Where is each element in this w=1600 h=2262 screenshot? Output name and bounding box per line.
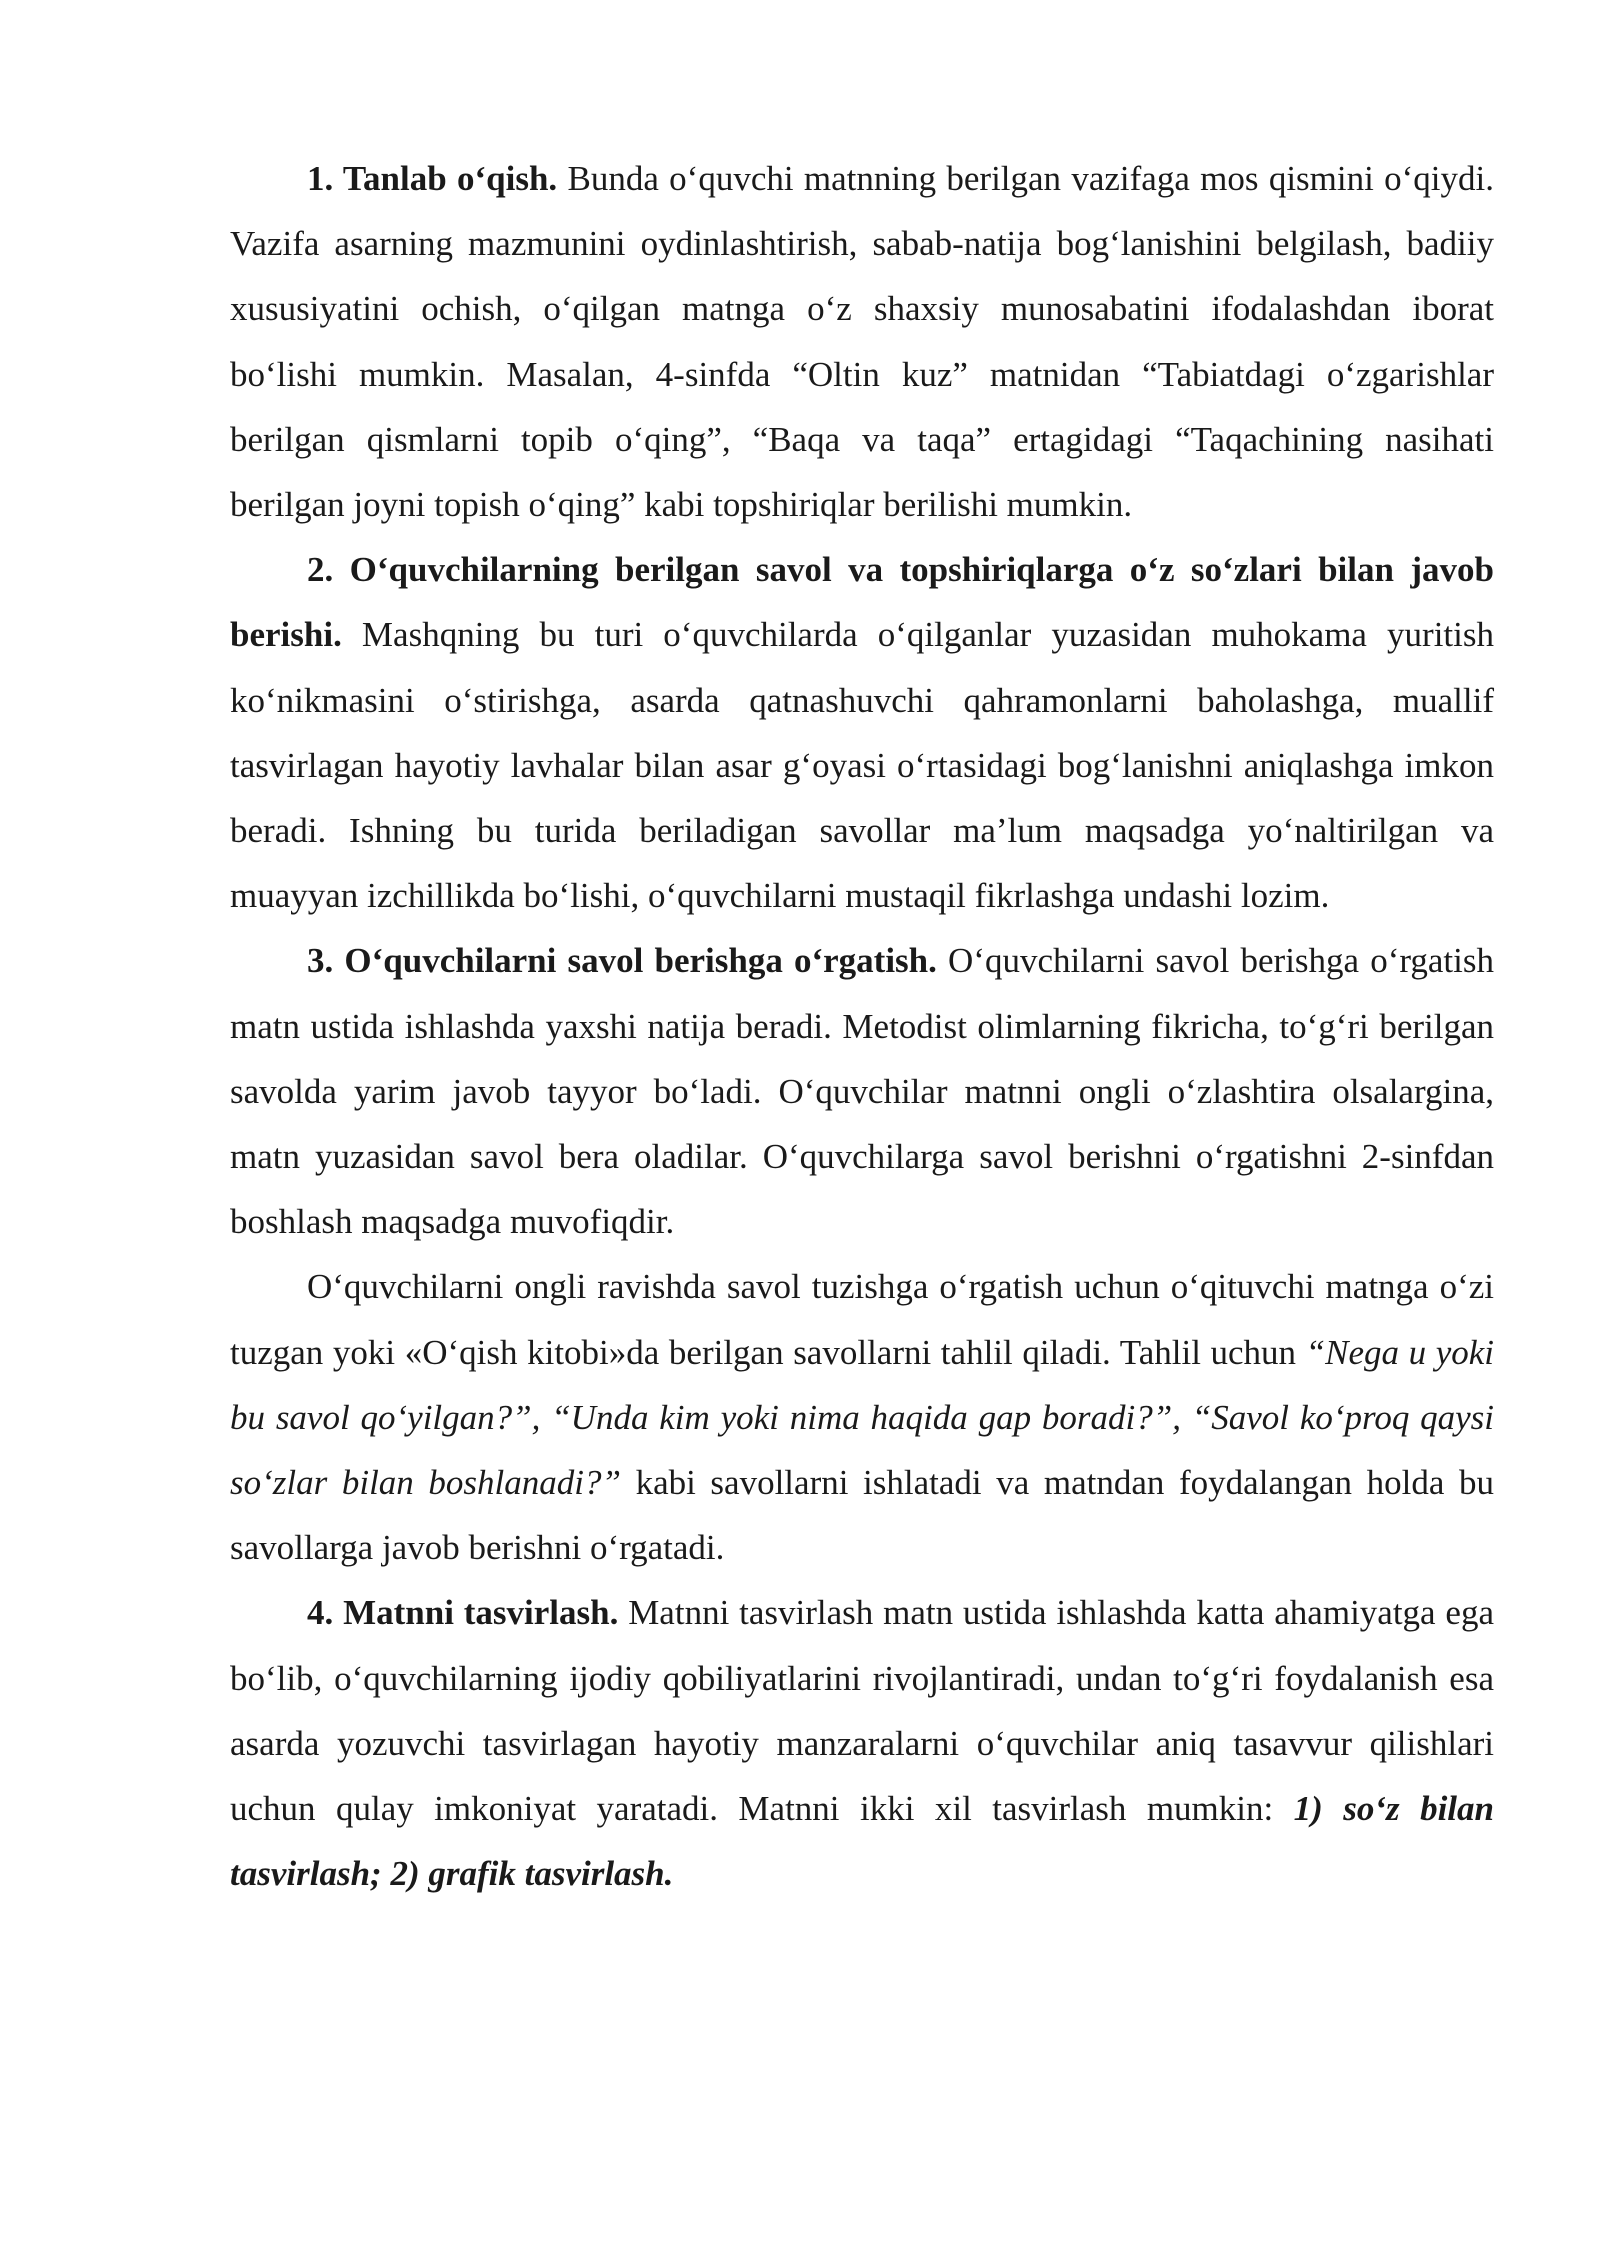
paragraph-text: O‘quvchilarni ongli ravishda savol tuzishga o‘rgatish uchun o‘qituvchi matnga o‘zi tuzgan yoki «O‘qish kitobi»da berilgan savollarni tahlil qiladi. Tahlil uchun	[230, 1267, 1494, 1372]
paragraph-selective-reading	[230, 146, 1494, 537]
paragraph-text: Matnni tasvirlash matn ustida ishlashda katta ahamiyatga ega bo‘lib, o‘quvchilarning ijodiy qobiliyatlarini rivojlantiradi, undan to‘g‘ri foydalanish esa asarda yozuvchi tasvirlagan hayotiy manzaralarni o‘quvchilar aniq tasavvur qilishlari uchun qulay imkoniyat yaratadi. Matnni ikki xil tasvirlash mumkin:	[230, 1593, 1494, 1829]
section-heading: 2. O‘quvchilarning berilgan savol va topshiriqlarga o‘z so‘zlari bilan javob berishi.	[230, 550, 1494, 655]
paragraph-text: Bunda o‘quvchi matnning berilgan vazifaga mos qismini o‘qiydi. Vazifa asarning mazmunini oydinlashtirish, sabab-natija bog‘lanishini belgilash, badiiy xususiyatini ochish, o‘qilgan matnga o‘z shaxsiy munosabatini ifodalashdan iborat bo‘lishi mumkin. Masalan, 4-sinfda “Oltin kuz” matnidan “Tabiatdagi o‘zgarishlar berilgan qismlarni topib o‘qing”, “Baqa va taqa” ertagidagi “Taqachining nasihati berilgan joyni topish o‘qing” kabi topshiriqlar berilishi mumkin.	[230, 159, 1494, 525]
separator: ,	[1172, 1397, 1192, 1437]
document-page	[230, 146, 1494, 1906]
example-question: “Savol ko‘proq qaysi so‘zlar bilan boshlanadi?”	[230, 1397, 1495, 1503]
section-heading: 1. Tanlab o‘qish.	[307, 159, 558, 198]
paragraph-teaching-questions	[230, 928, 1494, 1254]
paragraph-text: O‘quvchilarni savol berishga o‘rgatish matn ustida ishlashda yaxshi natija beradi. Metodist olimlarning fikricha, to‘g‘ri berilgan savolda yarim javob tayyor bo‘ladi. O‘quvchilar matnni ongli o‘zlashtira olsalargina, matn yuzasidan savol bera oladilar. O‘quvchilarga savol berishni o‘rgatishni 2-sinfdan boshlash maqsadga muvofiqdir.	[230, 941, 1495, 1242]
paragraph-question-analysis	[230, 1254, 1494, 1580]
emphasized-list: 1) so‘z bilan tasvirlash; 2) grafik tasvirlash.	[230, 1789, 1494, 1894]
separator: ,	[531, 1397, 552, 1437]
paragraph-answering-questions	[230, 537, 1494, 928]
paragraph-text-illustration	[230, 1580, 1494, 1906]
example-question: “Unda kim yoki nima haqida gap boradi?”	[551, 1397, 1173, 1437]
paragraph-text: kabi savollarni ishlatadi va matndan foydalangan holda bu savollarga javob berishni o‘rgatadi.	[230, 1463, 1494, 1568]
paragraph-text: Mashqning bu turi o‘quvchilarda o‘qilganlar yuzasidan muhokama yuritish ko‘nikmasini o‘stirishga, asarda qatnashuvchi qahramonlarni baholashga, muallif tasvirlagan hayotiy lavhalar bilan asar g‘oyasi o‘rtasidagi bog‘lanishni aniqlashga imkon beradi. Ishning bu turida beriladigan savollar ma’lum maqsadga yo‘naltirilgan va muayyan izchillikda bo‘lishi, o‘quvchilarni mustaqil fikrlashga undashi lozim.	[230, 615, 1494, 916]
example-question: “Nega u yoki bu savol qo‘yilgan?”	[230, 1332, 1495, 1437]
section-heading: 3. O‘quvchilarni savol berishga o‘rgatish.	[307, 941, 937, 981]
section-heading: 4. Matnni tasvirlash.	[307, 1593, 619, 1633]
